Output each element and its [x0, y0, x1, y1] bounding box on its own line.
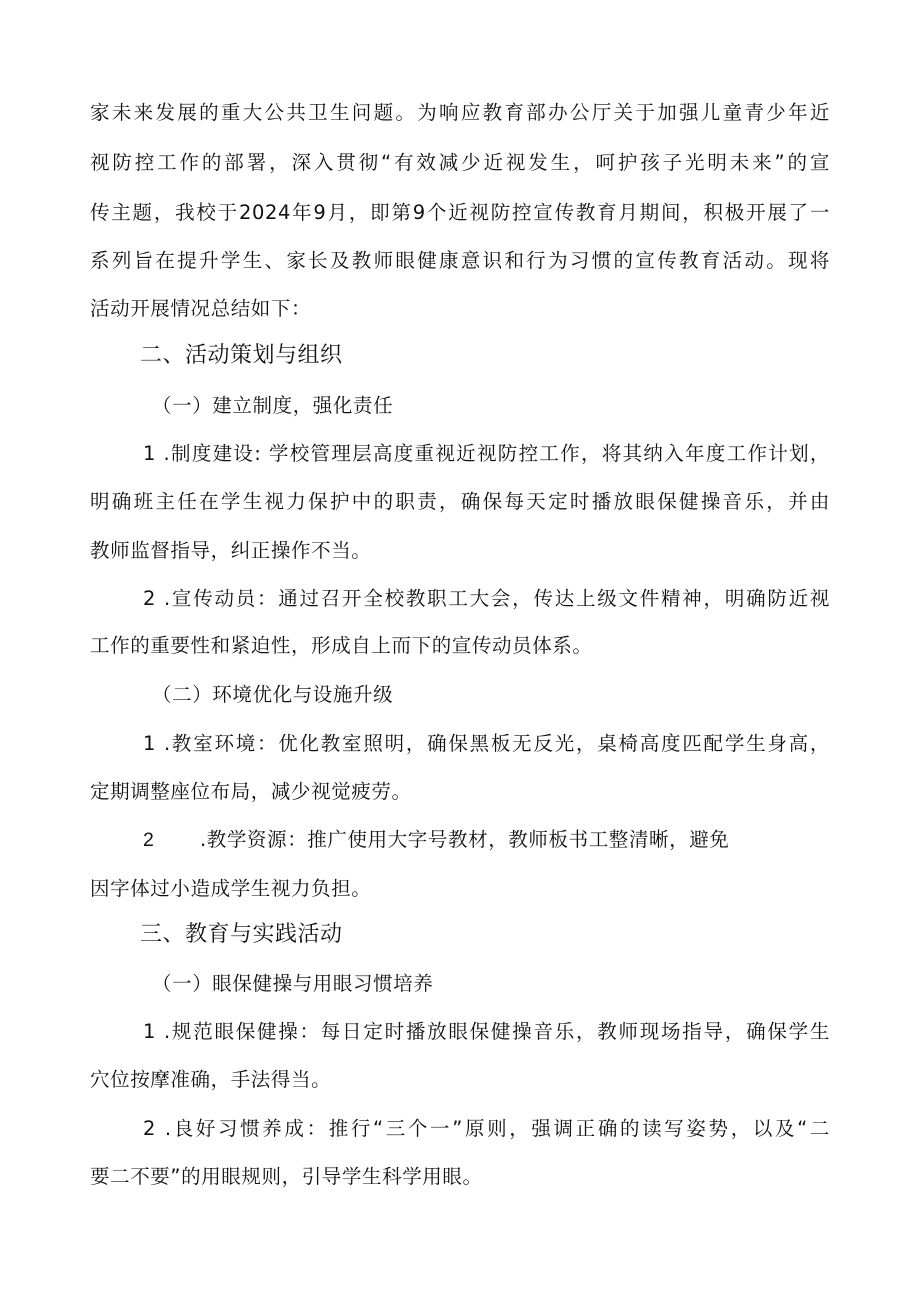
intro-line-5: 活动开展情况总结如下：: [90, 297, 312, 320]
intro-line-1: 家未来发展的重大公共卫生问题。为响应教育部办公厅关于加强儿童青少年近: [90, 101, 830, 124]
s2-sub1-item1-line-3: 教师监督指导，纠正操作不当。: [90, 539, 372, 562]
s2-sub1-item1-line-2: 明确班主任在学生视力保护中的职责，确保每天定时播放眼保健操音乐，并由: [90, 490, 830, 513]
s2-sub2-item1-line-2: 定期调整座位布局，减少视觉疲劳。: [90, 780, 412, 803]
section-3-heading: 三、教育与实践活动: [140, 922, 343, 947]
s2-sub2-item2-line-2: 因字体过小造成学生视力负担。: [90, 877, 372, 900]
section-3-sub-1-title: （一）眼保健操与用眼习惯培养: [152, 972, 434, 995]
s2-sub2-item1-line-1: 1 .教室环境：优化教室照明，确保黑板无反光，桌椅高度匹配学生身高，: [143, 732, 830, 755]
s3-sub1-item1-line-2: 穴位按摩准确，手法得当。: [90, 1068, 332, 1091]
section-2-sub-2-title: （二）环境优化与设施升级: [152, 683, 394, 706]
s2-sub2-item2-number: 2: [143, 829, 155, 851]
intro-line-2: 视防控工作的部署，深入贯彻“有效减少近视发生，呵护孩子光明未来”的宣: [90, 151, 830, 174]
s2-sub1-item1-line-1: 1 .制度建设: 学校管理层高度重视近视防控工作，将其纳入年度工作计划，: [143, 442, 830, 465]
section-2-sub-1-title: （一）建立制度，强化责任: [152, 394, 394, 417]
s3-sub1-item1-line-1: 1 .规范眼保健操：每日定时播放眼保健操音乐，教师现场指导，确保学生: [143, 1020, 830, 1043]
s2-sub2-item2-line-1: .教学资源：推广使用大字号教材，教师板书工整清晰，避免: [200, 828, 730, 851]
intro-line-3: 传主题，我校于2024年9月，即第9个近视防控宣传教育月期间，积极开展了一: [90, 201, 830, 224]
s2-sub1-item2-line-1: 2 .宣传动员：通过召开全校教职工大会，传达上级文件精神，明确防近视: [143, 587, 830, 610]
s3-sub1-item2-line-1: 2 .良好习惯养成：推行“三个一”原则，强调正确的读写姿势，以及“二: [143, 1117, 830, 1140]
s3-sub1-item2-line-2: 要二不要”的用眼规则，引导学生科学用眼。: [90, 1165, 483, 1188]
intro-line-4: 系列旨在提升学生、家长及教师眼健康意识和行为习惯的宣传教育活动。现将: [90, 249, 830, 272]
section-2-heading: 二、活动策划与组织: [140, 343, 343, 368]
s2-sub1-item2-line-2: 工作的重要性和紧迫性，形成自上而下的宣传动员体系。: [90, 634, 593, 657]
